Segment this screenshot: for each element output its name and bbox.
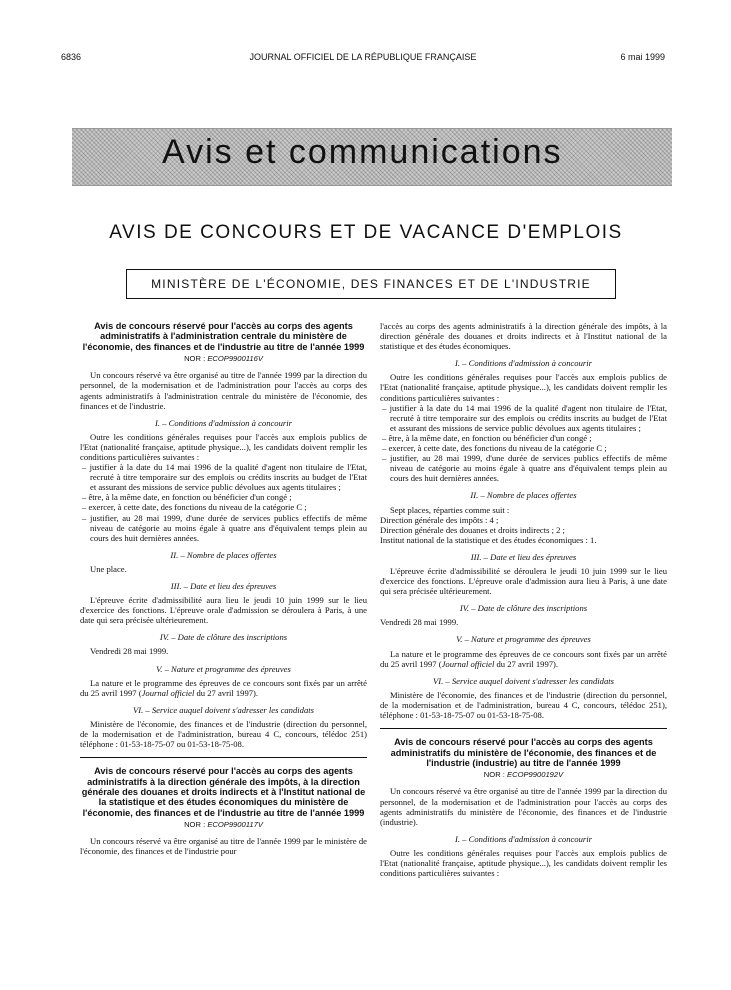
conditions-list — [380, 403, 667, 484]
section-heading: III. – Date et lieu des épreuves — [470, 551, 577, 562]
paragraph: Direction générale des douanes et droits indirects ; 2 ; — [380, 524, 565, 535]
section-heading: VI. – Service auquel doivent s'adresser les candidats — [433, 675, 614, 686]
paragraph: L'épreuve écrite d'admissibilité se déroulera le jeudi 10 juin 1999 sur le lieu d'exercice des fonctions. L'épreuve orale d'admission aura lieu à Paris, à une date qui sera précisée ultérieurement. — [380, 565, 667, 597]
article-separator — [380, 728, 667, 729]
list-item: – justifier à la date du 14 mai 1996 de la qualité d'agent non titulaire de l'Etat, recruté à titre temporaire sur des emplois ou crédits inscrits au budget de l'Etat et assurant des missions de service public dévolues aux agents titulaires ; — [82, 462, 367, 493]
article-intro: Un concours réservé va être organisé au titre de l'année 1999 par la direction du personnel, de la modernisation et de l'administration pour l'accès au corps des agents administratifs du ministère de l'économie, des finances et de l'industrie (industrie). — [380, 786, 667, 827]
paragraph: La nature et le programme des épreuves de ce concours sont fixés par un arrêté du 25 avril 1997 (Journal officiel du 27 avril 1997). — [380, 648, 667, 669]
nor-reference: NOR : ECOP9900117V — [184, 820, 263, 830]
paragraph: Ministère de l'économie, des finances et de l'industrie (direction du personnel, de la modernisation et de l'administration, bureau 4 C, concours, télédoc 251) téléphone : 01-53-18-75-07 ou 01-53-18-75-08. — [80, 718, 367, 750]
section-heading: III. – Date et lieu des épreuves — [170, 581, 277, 591]
section-title: AVIS DE CONCOURS ET DE VACANCE D'EMPLOIS — [109, 222, 623, 243]
article-title: Avis de concours réservé pour l'accès au corps des agents administratifs à la direction générale des impôts, à la direction générale des douanes et droits indirects et à l'Institut national de la statistique et des études économiques du ministère de l'économie, des finances et de l'industrie au titre de l'année 1999 — [81, 766, 366, 818]
list-item: – exercer, à cette date, des fonctions du niveau de la catégorie C ; — [382, 443, 607, 454]
paragraph: Institut national de la statistique et des études économiques : 1. — [380, 534, 597, 545]
section-heading: I. – Conditions d'admission à concourir — [155, 417, 292, 428]
list-item: – justifier, au 28 mai 1999, d'une durée de services publics effectifs de même niveau de catégorie au moins égale à quatre ans d'équivalent temps plein au cours des huit dernières années. — [382, 453, 667, 484]
section-heading: IV. – Date de clôture des inscriptions — [459, 603, 588, 614]
article-title: Avis de concours réservé pour l'accès au corps des agents administratifs du ministère de l'économie, des finances et de l'industrie (industrie) au titre de l'année 1999 — [390, 737, 657, 768]
left-column — [80, 321, 367, 857]
section-heading: IV. – Date de clôture des inscriptions — [159, 632, 288, 643]
section-banner — [72, 128, 672, 186]
list-item: – exercer, à cette date, des fonctions du niveau de la catégorie C ; — [82, 502, 307, 513]
page-header — [61, 52, 665, 66]
right-column — [380, 321, 667, 878]
paragraph: Sept places, réparties comme suit : — [390, 504, 510, 515]
paragraph: Outre les conditions générales requises pour l'accès aux emplois publics de l'Etat (nationalité française, aptitude physique...), les candidats doivent remplir les conditions particulières suivantes : — [80, 431, 367, 462]
section-heading: V. – Nature et programme des épreuves — [156, 663, 291, 674]
section-heading: I. – Conditions d'admission à concourir — [455, 358, 592, 369]
ministry-heading: MINISTÈRE DE L'ÉCONOMIE, DES FINANCES ET DE L'INDUSTRIE — [126, 269, 616, 299]
paragraph: L'épreuve écrite d'admissibilité aura lieu le jeudi 10 juin 1999 sur le lieu d'exercice des fonctions. L'épreuve orale d'admission se déroulera à Paris, à une date qui sera précisée ultérieurement. — [80, 595, 367, 626]
section-heading: II. – Nombre de places offertes — [170, 549, 277, 560]
section-heading: V. – Nature et programme des épreuves — [456, 634, 591, 645]
article-intro: Un concours réservé va être organisé au titre de l'année 1999 par la direction du personnel, de la modernisation et de l'administration pour l'accès au corps des agents administratifs à l'administration centrale du ministère de l'économie, des finances et de l'industrie. — [80, 370, 367, 411]
journal-title: JOURNAL OFFICIEL DE LA RÉPUBLIQUE FRANÇAISE — [249, 52, 477, 62]
paragraph: Vendredi 28 mai 1999. — [90, 646, 169, 657]
paragraph: Vendredi 28 mai 1999. — [380, 617, 459, 628]
paragraph: Une place. — [90, 563, 127, 574]
nor-reference: NOR : ECOP9900116V — [184, 354, 263, 364]
article-intro: Un concours réservé va être organisé au titre de l'année 1999 par le ministère de l'économie, des finances et de l'industrie pour — [80, 836, 367, 857]
page-number: 6836 — [61, 52, 82, 62]
list-item: – être, à la même date, en fonction ou bénéficier d'un congé ; — [82, 492, 292, 503]
paragraph: La nature et le programme des épreuves de ce concours sont fixés par un arrêté du 25 avril 1997 (Journal officiel du 27 avril 1997). — [80, 677, 367, 698]
banner-title: Avis et communications — [162, 133, 563, 171]
section-heading: I. – Conditions d'admission à concourir — [455, 833, 592, 844]
paragraph: Ministère de l'économie, des finances et de l'industrie (direction du personnel, de la modernisation et de l'administration, bureau 4 C, concours, télédoc 251), téléphone : 01-53-18-75-07 ou 01-53-18-75-08. — [380, 689, 667, 720]
list-item: – justifier, au 28 mai 1999, d'une durée de services publics effectifs de même niveau de catégorie au moins égale à quatre ans d'équivalent temps plein au cours des huit dernières années. — [82, 512, 367, 543]
list-item: – justifier à la date du 14 mai 1996 de la qualité d'agent non titulaire de l'Etat, recruté à titre temporaire sur des emplois ou crédits inscrits au budget de l'Etat et assurant des missions de service public dévolues aux agents titulaires ; — [382, 402, 667, 433]
issue-date: 6 mai 1999 — [620, 52, 665, 62]
paragraph: Direction générale des impôts : 4 ; — [380, 514, 499, 525]
paragraph: l'accès au corps des agents administratifs à la direction générale des impôts, à la direction générale des douanes et droits indirects et à l'Institut national de la statistique et des études économiques. — [380, 321, 667, 352]
section-heading: II. – Nombre de places offertes — [470, 490, 577, 501]
list-item: – être, à la même date, en fonction ou bénéficier d'un congé ; — [382, 432, 592, 443]
article-separator — [80, 757, 367, 758]
article-title: Avis de concours réservé pour l'accès au corps des agents administratifs à l'administration centrale du ministère de l'économie, des finances et de l'industrie au titre de l'année 1999 — [82, 321, 365, 352]
nor-reference: NOR : ECOP9900192V — [483, 770, 564, 780]
section-heading: VI. – Service auquel doivent s'adresser les candidats — [133, 704, 314, 715]
conditions-list — [80, 462, 367, 543]
paragraph: Outre les conditions générales requises pour l'accès aux emplois publics de l'Etat (nationalité française, aptitude physique...), les candidats doivent remplir les conditions particulières suivantes : — [380, 847, 667, 879]
paragraph: Outre les conditions générales requises pour l'accès aux emplois publics de l'Etat (nationalité française, aptitude physique...), les candidats doivent remplir les conditions particulières suivantes : — [380, 372, 667, 403]
